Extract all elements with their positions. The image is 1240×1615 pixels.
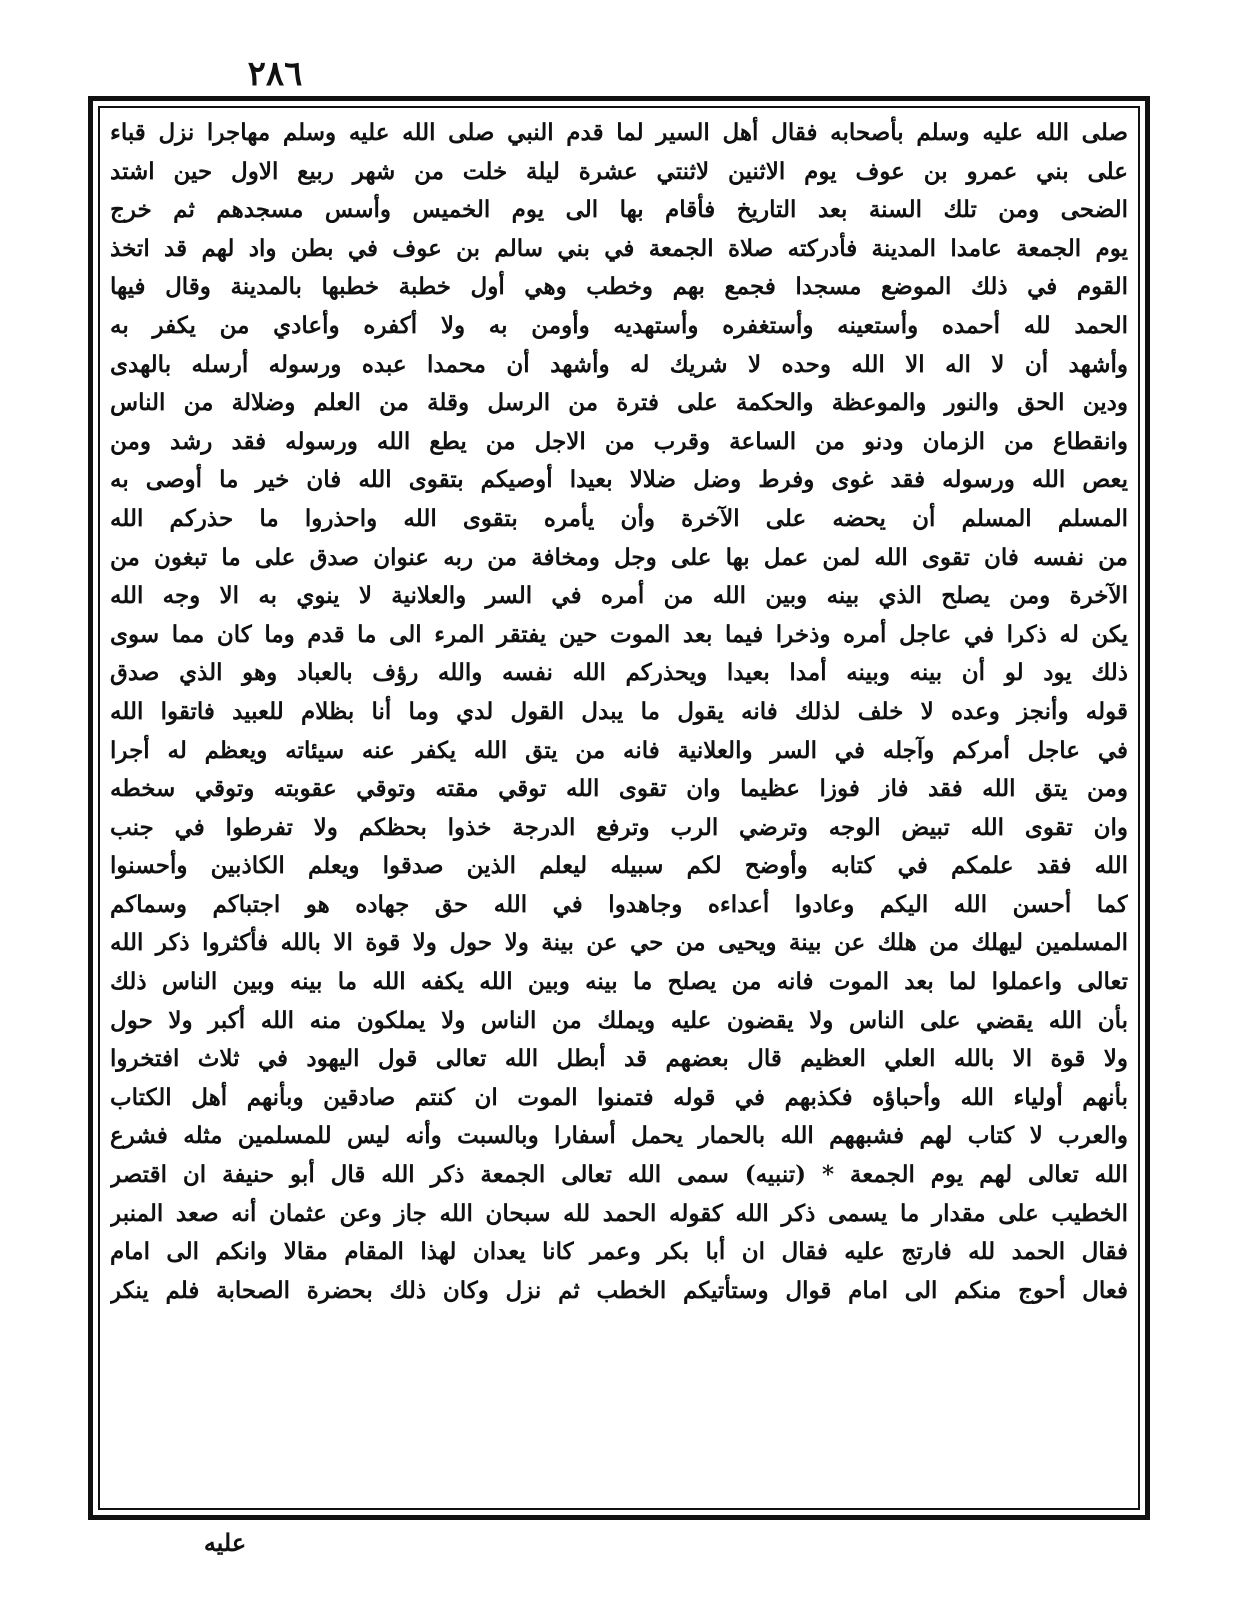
text-line: بأنهم أولياء الله وأحباؤه فكذبهم في قوله فتمنوا الموت ان كنتم صادقين وبأنهم أهل الكتاب — [110, 1083, 1128, 1111]
text-line: وان تقوى الله تبيض الوجه وترضي الرب وترفع الدرجة خذوا بحظكم ولا تفرطوا في جنب — [110, 813, 1128, 841]
text-line: الآخرة ومن يصلح الذي بينه وبين الله من أمره في السر والعلانية لا ينوي به الا وجه الله — [110, 582, 1128, 610]
text-line: تعالى واعملوا لما بعد الموت فانه من يصلح ما بينه وبين الله يكفه الله ما بينه وبين الناس ذلك — [110, 968, 1128, 996]
text-line: من نفسه فان تقوى الله لمن عمل بها على وجل ومخافة من ربه عنوان صدق على ما تبغون من — [110, 543, 1128, 571]
text-line: الخطيب على مقدار ما يسمى ذكر الله كقوله الحمد لله سبحان الله جاز وعن عثمان أنه صعد المنبر — [110, 1199, 1128, 1227]
text-line: على بني عمرو بن عوف يوم الاثنين لاثنتي عشرة ليلة خلت من شهر ربيع الاول حين اشتد — [110, 157, 1128, 185]
catchword: عليه — [203, 1528, 247, 1557]
text-line: المسلم المسلم أن يحضه على الآخرة وأن يأمره بتقوى الله واحذروا ما حذركم الله — [110, 504, 1128, 532]
page-number: ٢٨٦ — [247, 54, 303, 94]
text-line: يكن له ذكرا في عاجل أمره وذخرا فيما بعد الموت حين يفتقر المرء الى ما قدم وما كان مما سوى — [110, 620, 1128, 648]
text-line: يعص الله ورسوله فقد غوى وفرط وضل ضلالا بعيدا أوصيكم بتقوى الله فان خير ما أوصى به — [110, 466, 1128, 494]
text-line: وأشهد أن لا اله الا الله وحده لا شريك له وأشهد أن محمدا عبده ورسوله أرسله بالهدى — [110, 350, 1128, 378]
text-line: الله فقد علمكم في كتابه وأوضح لكم سبيله ليعلم الذين صدقوا ويعلم الكاذبين وأحسنوا — [110, 852, 1128, 880]
text-line: والعرب لا كتاب لهم فشبههم الله بالحمار يحمل أسفارا وبالسبت وأنه ليس للمسلمين مثله فشرع — [110, 1122, 1128, 1150]
text-line: في عاجل أمركم وآجله في السر والعلانية فانه من يتق الله يكفر عنه سيئاته ويعظم له أجرا — [110, 736, 1128, 764]
text-line: بأن الله يقضي على الناس ولا يقضون عليه ويملك من الناس ولا يملكون منه الله أكبر ولا حول — [110, 1006, 1128, 1034]
text-line: فعال أحوج منكم الى امام قوال وستأتيكم الخطب ثم نزل وكان ذلك بحضرة الصحابة فلم ينكر — [110, 1276, 1128, 1304]
text-line: وانقطاع من الزمان ودنو من الساعة وقرب من الاجل من يطع الله ورسوله فقد رشد ومن — [110, 427, 1128, 455]
text-line: يوم الجمعة عامدا المدينة فأدركته صلاة الجمعة في بني سالم بن عوف في بطن واد لهم قد اتخذ — [110, 234, 1128, 262]
text-line: ومن يتق الله فقد فاز فوزا عظيما وان تقوى الله توقي مقته وتوقي عقوبته وتوقي سخطه — [110, 775, 1128, 803]
text-line: قوله وأنجز وعده لا خلف لذلك فانه يقول ما يبدل القول لدي وما أنا بظلام للعبيد فاتقوا الله — [110, 697, 1128, 725]
text-line: الحمد لله أحمده وأستعينه وأستغفره وأستهديه وأومن به ولا أكفره وأعادي من يكفر به — [110, 311, 1128, 339]
text-line: فقال الحمد لله فارتج عليه فقال ان أبا بكر وعمر كانا يعدان لهذا المقام مقالا وانكم الى امام — [110, 1238, 1128, 1266]
body-text — [110, 114, 1128, 1504]
text-line: صلى الله عليه وسلم بأصحابه فقال أهل السير لما قدم النبي صلى الله عليه وسلم مهاجرا نزل قباء — [110, 119, 1128, 146]
text-line: كما أحسن الله اليكم وعادوا أعداءه وجاهدوا في الله حق جهاده هو اجتباكم وسماكم — [110, 890, 1128, 918]
text-line: ولا قوة الا بالله العلي العظيم قال بعضهم قد أبطل الله تعالى قول اليهود في ثلاث افتخروا — [110, 1045, 1128, 1073]
text-line: المسلمين ليهلك من هلك عن بينة ويحيى من حي عن بينة ولا حول ولا قوة الا بالله فأكثروا ذكر الله — [110, 929, 1128, 957]
text-line: الله تعالى لهم يوم الجمعة * (تنبيه) سمى الله تعالى الجمعة ذكر الله قال أبو حنيفة ان اقتصر — [110, 1161, 1128, 1189]
text-line: ودين الحق والنور والموعظة والحكمة على فترة من الرسل وقلة من العلم وضلالة من الناس — [110, 389, 1128, 417]
text-line: ذلك يود لو أن بينه وبينه أمدا بعيدا ويحذركم الله نفسه والله رؤف بالعباد وهو الذي صدق — [110, 659, 1128, 687]
text-line: الضحى ومن تلك السنة بعد التاريخ فأقام بها الى يوم الخميس وأسس مسجدهم ثم خرج — [110, 196, 1128, 224]
text-line: القوم في ذلك الموضع مسجدا فجمع بهم وخطب وهي أول خطبة خطبها بالمدينة وقال فيها — [110, 273, 1128, 301]
